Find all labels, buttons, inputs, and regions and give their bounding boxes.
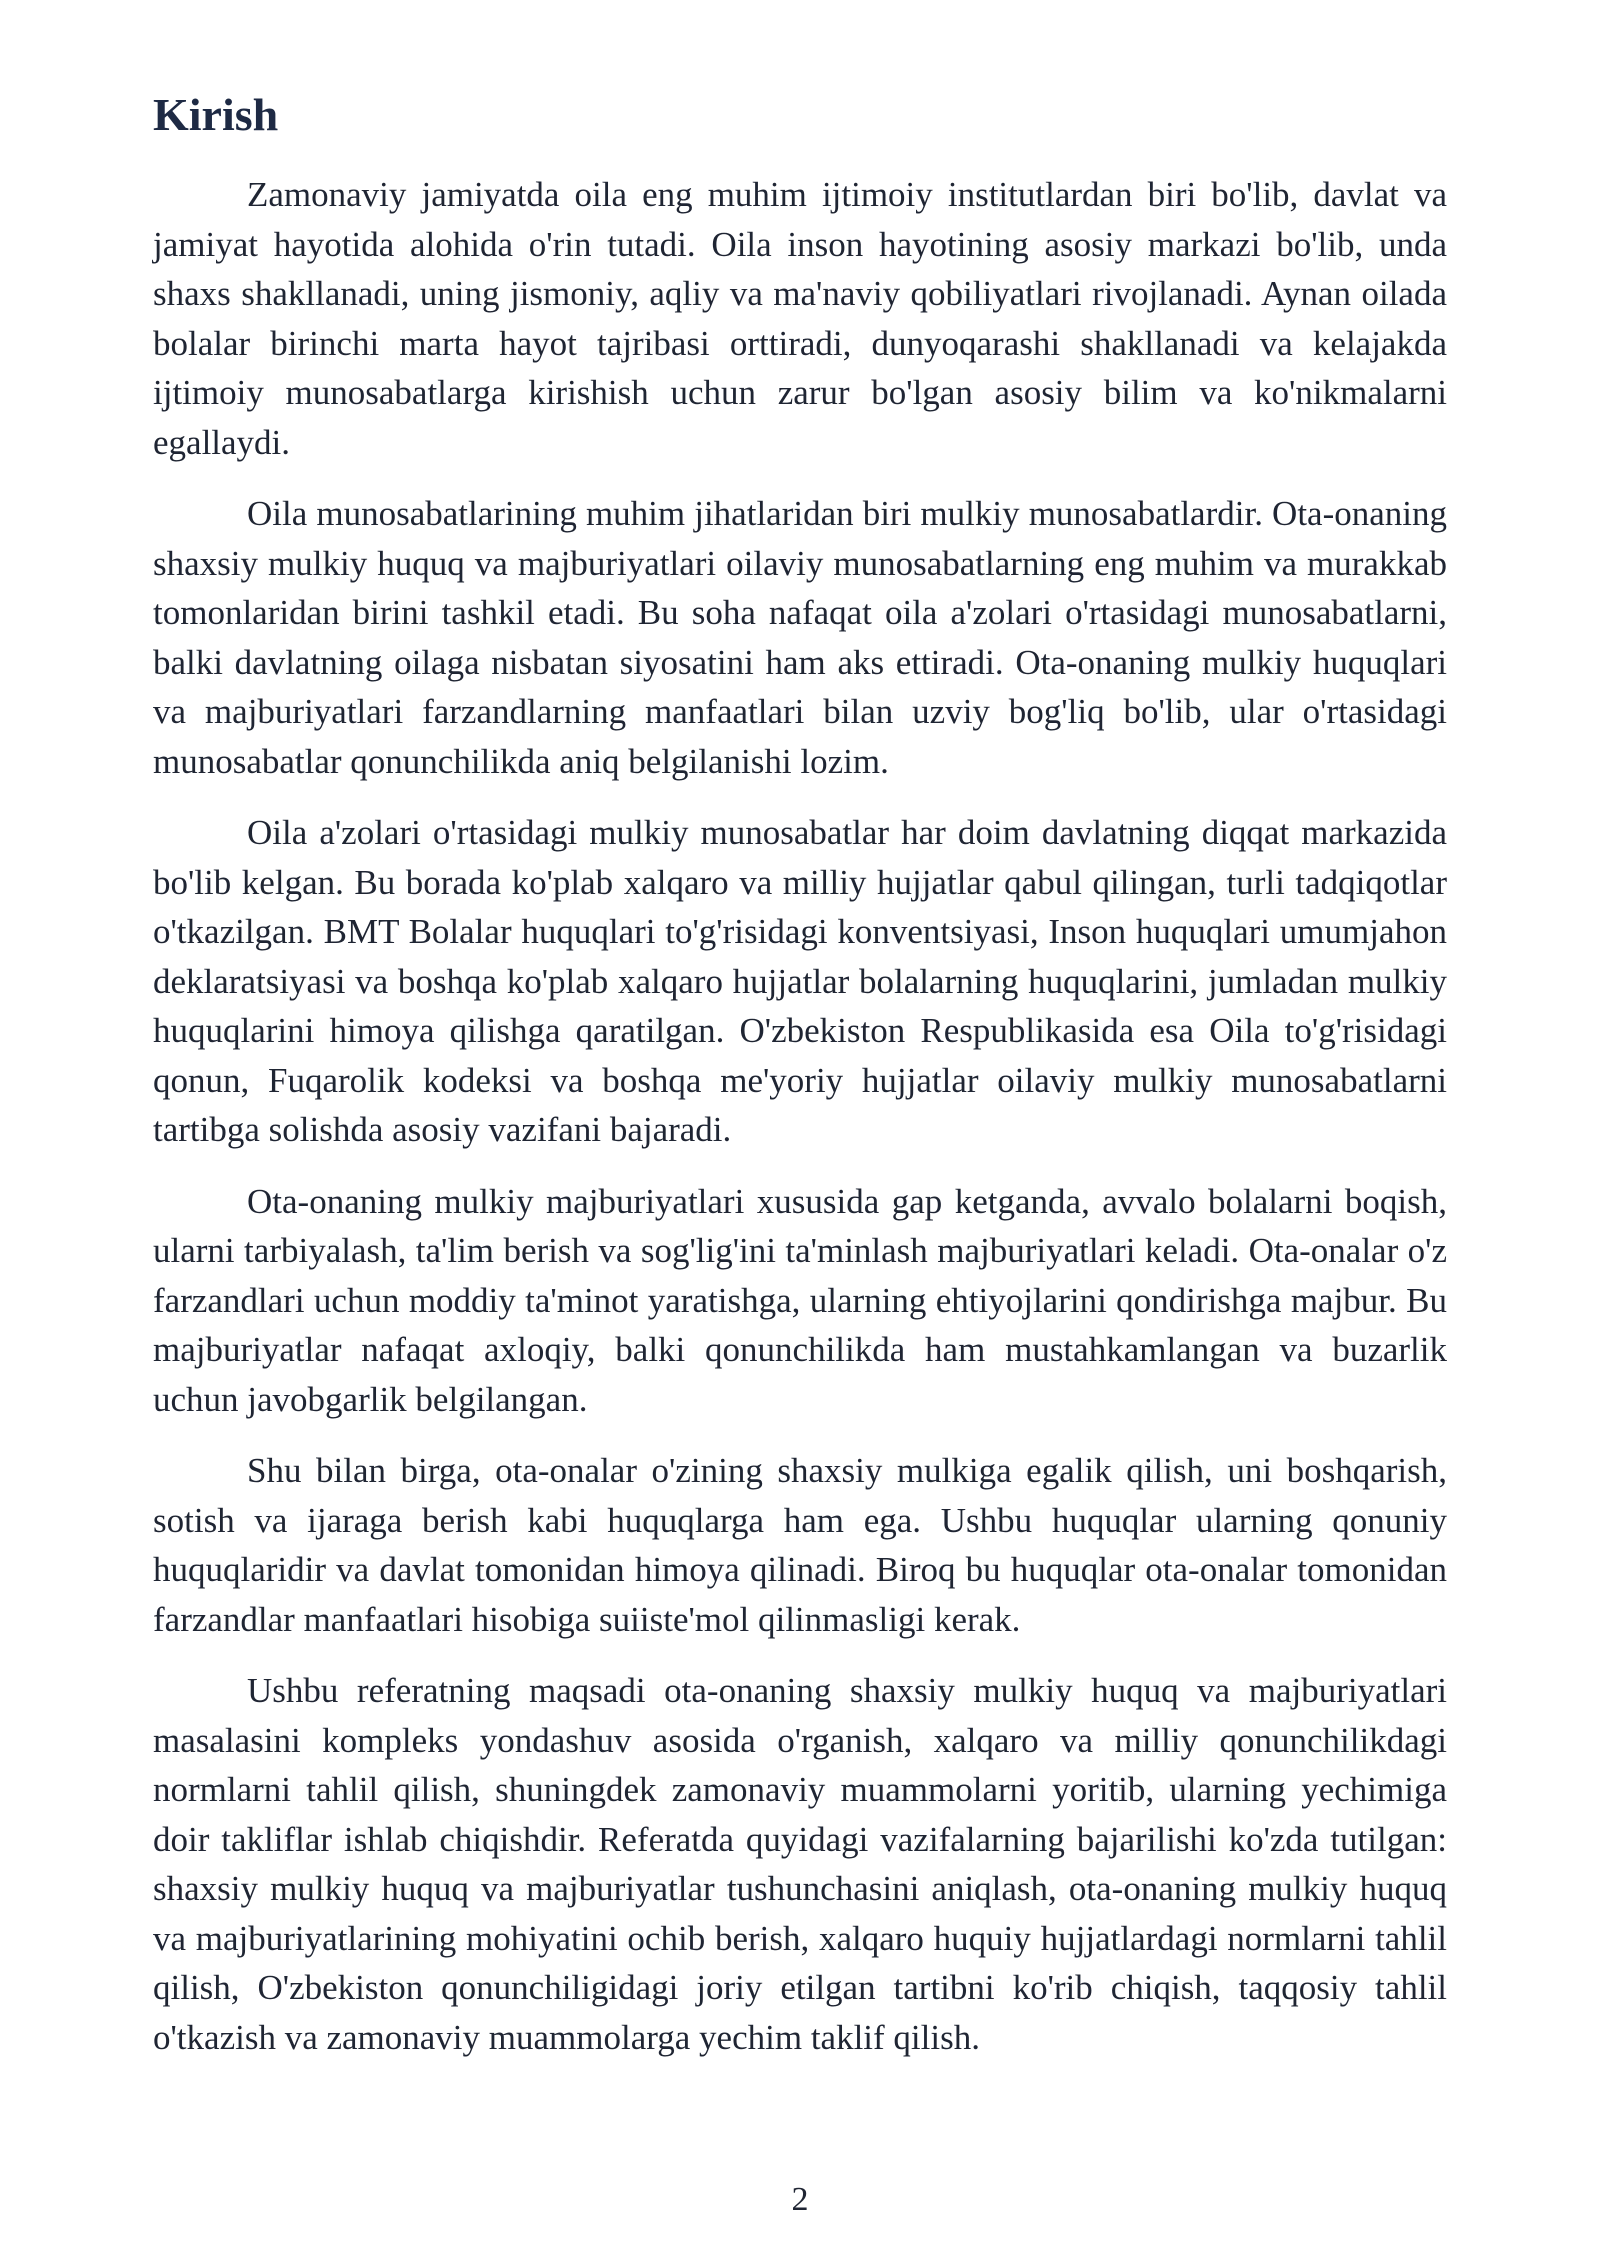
document-page — [153, 78, 1447, 2084]
paragraph-5: Shu bilan birga, ota-onalar o'zining shaxsiy mulkiga egalik qilish, uni boshqarish, sotish va ijaraga berish kabi huquqlarga ham ega. Ushbu huquqlar ularning qonuniy huquqlaridir va davlat tomonidan himoya qilinadi. Biroq bu huquqlar ota-onalar tomonidan farzandlar manfaatlari hisobiga suiiste'mol qilinmasligi kerak. — [153, 1451, 1447, 1639]
section-heading: Kirish — [153, 89, 279, 140]
paragraph-3: Oila a'zolari o'rtasidagi mulkiy munosabatlar har doim davlatning diqqat markazida bo'lib kelgan. Bu borada ko'plab xalqaro va milliy hujjatlar qabul qilingan, turli tadqiqotlar o'tkazilgan. BMT Bolalar huquqlari to'g'risidagi konventsiyasi, Inson huquqlari umumjahon deklaratsiyasi va boshqa ko'plab xalqaro hujjatlar bolalarning huquqlarini, jumladan mulkiy huquqlarini himoya qilishga qaratilgan. O'zbekiston Respublikasida esa Oila to'g'risidagi qonun, Fuqarolik kodeksi va boshqa me'yoriy hujjatlar oilaviy mulkiy munosabatlarni tartibga solishda asosiy vazifani bajaradi. — [153, 813, 1447, 1149]
paragraph-6: Ushbu referatning maqsadi ota-onaning shaxsiy mulkiy huquq va majburiyatlari masalasini kompleks yondashuv asosida o'rganish, xalqaro va milliy qonunchilikdagi normlarni tahlil qilish, shuningdek zamonaviy muammolarni yoritib, ularning yechimiga doir takliflar ishlab chiqishdir. Referatda quyidagi vazifalarning bajarilishi ko'zda tutilgan: shaxsiy mulkiy huquq va majburiyatlar tushunchasini aniqlash, ota-onaning mulkiy huquq va majburiyatlarining mohiyatini ochib berish, xalqaro huquiy hujjatlardagi normlarni tahlil qilish, O'zbekiston qonunchiligidagi joriy etilgan tartibni ko'rib chiqish, taqqosiy tahlil o'tkazish va zamonaviy muammolarga yechim taklif qilish. — [153, 1671, 1447, 2057]
page-number: 2 — [791, 2181, 809, 2218]
paragraph-1: Zamonaviy jamiyatda oila eng muhim ijtimoiy institutlardan biri bo'lib, davlat va jamiyat hayotida alohida o'rin tutadi. Oila inson hayotining asosiy markazi bo'lib, unda shaxs shakllanadi, uning jismoniy, aqliy va ma'naviy qobiliyatlari rivojlanadi. Aynan oilada bolalar birinchi marta hayot tajribasi orttiradi, dunyoqarashi shakllanadi va kelajakda ijtimoiy munosabatlarga kirishish uchun zarur bo'lgan asosiy bilim va ko'nikmalarni egallaydi. — [153, 175, 1447, 462]
paragraph-4: Ota-onaning mulkiy majburiyatlari xususida gap ketganda, avvalo bolalarni boqish, ularni tarbiyalash, ta'lim berish va sog'lig'ini ta'minlash majburiyatlari keladi. Ota-onalar o'z farzandlari uchun moddiy ta'minot yaratishga, ularning ehtiyojlarini qondirishga majbur. Bu majburiyatlar nafaqat axloqiy, balki qonunchilikda ham mustahkamlangan va buzarlik uchun javobgarlik belgilangan. — [153, 1181, 1447, 1419]
paragraph-2: Oila munosabatlarining muhim jihatlaridan biri mulkiy munosabatlardir. Ota-onaning shaxsiy mulkiy huquq va majburiyatlari oilaviy munosabatlarning eng muhim va murakkab tomonlaridan birini tashkil etadi. Bu soha nafaqat oila a'zolari o'rtasidagi munosabatlarni, balki davlatning oilaga nisbatan siyosatini ham aks ettiradi. Ota-onaning mulkiy huquqlari va majburiyatlari farzandlarning manfaatlari bilan uzviy bog'liq bo'lib, ular o'rtasidagi munosabatlar qonunchilikda aniq belgilanishi lozim. — [153, 494, 1447, 781]
